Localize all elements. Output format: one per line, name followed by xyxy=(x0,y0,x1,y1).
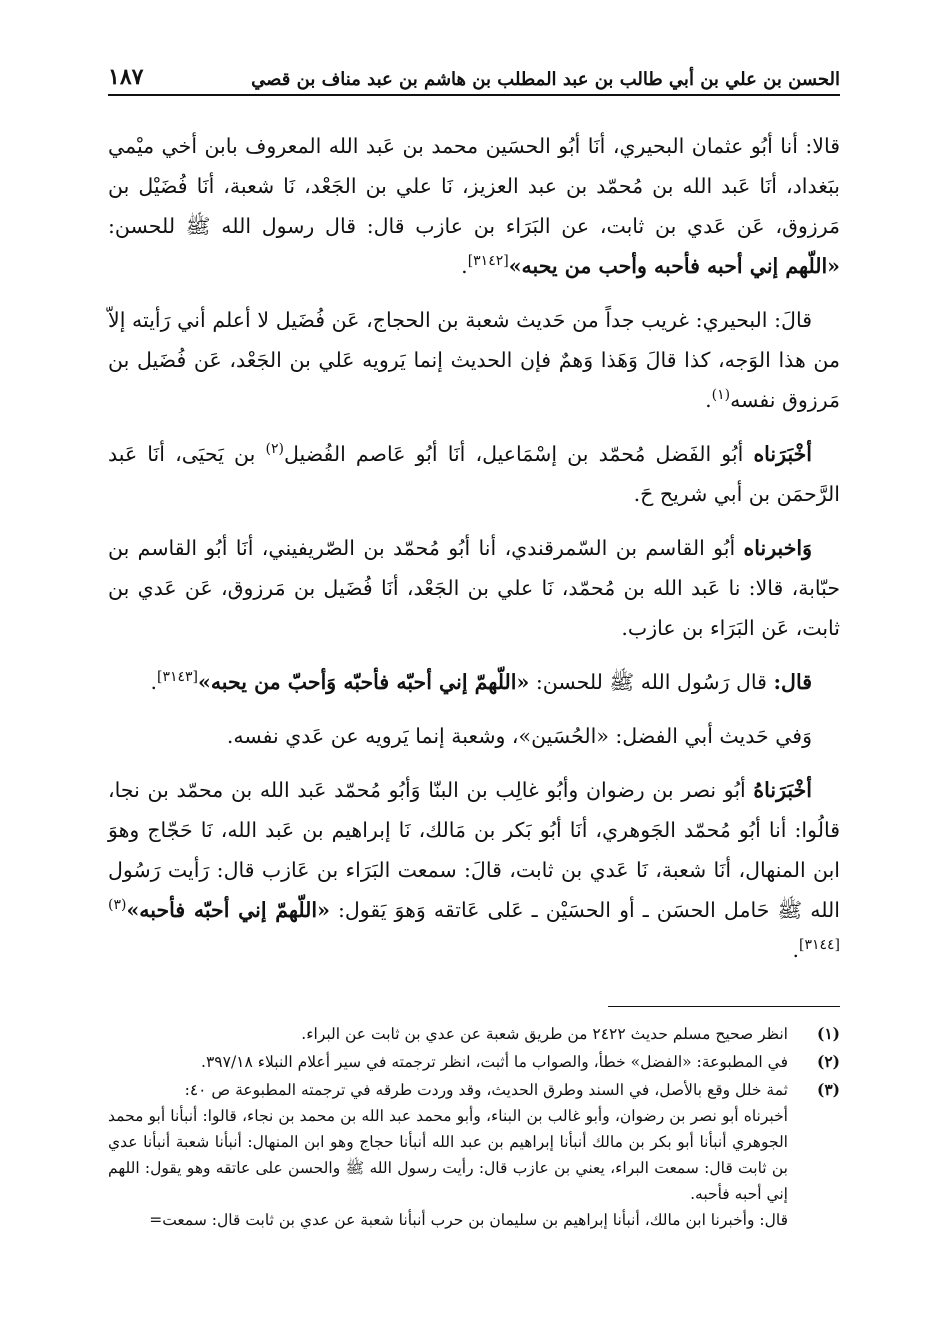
paragraph-lead: أخْبَرَناه xyxy=(753,442,812,466)
paragraph xyxy=(108,528,840,648)
paragraph xyxy=(108,434,840,514)
paragraph xyxy=(108,716,840,756)
document-page xyxy=(108,52,840,1235)
footnote xyxy=(108,1049,840,1075)
footnote-text xyxy=(108,1077,788,1233)
footnote xyxy=(108,1077,840,1233)
paragraph-end: . xyxy=(150,670,157,694)
hadith-quote: «اللّهمّ إني أحبّه فأحبه» xyxy=(126,898,330,922)
paragraph-text: قالَ: البحيري: غريب جداً من حَديث شعبة بن الحجاج، عَن فُضَيل لا أعلم أني رَأيته إلاّ من هذا الوَجه، كذا قالَ وَهَذا وَهمٌ فإن الحديث إنما يَرويه عَلي بن الجَعْد، عَن فُضَيل بن مَرزوق نفسه xyxy=(108,308,840,412)
footnotes xyxy=(108,1021,840,1233)
hadith-quote: «اللّهمّ إني أحبّه فأحبّه وَأحبّ من يحبه» xyxy=(198,670,530,694)
paragraph-text: أبُو الفَضل مُحمّد بن إسْمَاعيل، أنَا أبُو عَاصم الفُضيل xyxy=(283,442,744,466)
paragraph xyxy=(108,662,840,702)
footnote-separator xyxy=(608,1006,840,1007)
running-header-title: الحسن بن علي بن أبي طالب بن عبد المطلب بن هاشم بن عبد مناف بن قصي xyxy=(251,69,840,90)
reference-mark: [٣١٤٢] xyxy=(467,253,509,270)
paragraph-end: . xyxy=(792,938,799,962)
body-text xyxy=(108,126,840,970)
paragraph xyxy=(108,126,840,286)
paragraph xyxy=(108,770,840,970)
footnote-line: قال: وأخبرنا ابن مالك، أنبأنا إبراهيم بن سليمان بن حرب أنبأنا شعبة عن عدي بن ثابت قال: سمعت= xyxy=(149,1211,788,1229)
footnote-number: (٣) xyxy=(816,1080,840,1099)
footnote-line: أخبرناه أبو نصر بن رضوان، وأبو غالب بن البناء، وأبو محمد عبد الله بن محمد بن نجاء، قالوا: أنبأنا أبو محمد الجوهري أنبأنا أبو بكر بن مالك أنبأنا إبراهيم بن عبد الله أنبأنا حجاج وهو ابن المنهال: أنبأنا شعبة أنبأنا عدي بن ثابت قال: سمعت البراء، يعني بن عازب قال: رأيت رسول الله ﷺ والحسن على عاتقه وهو يقول: اللهم إني أحبه فأحبه. xyxy=(108,1107,788,1203)
paragraph xyxy=(108,300,840,420)
footnote-line: ثمة خلل وقع بالأصل، في السند وطرق الحديث، وقد وردت طرقه في ترجمته المطبوعة ص ٤٠: xyxy=(184,1081,788,1099)
paragraph-lead: وَاخبرناه xyxy=(743,536,812,560)
footnote-text xyxy=(108,1021,788,1047)
footnote-line: انظر صحيح مسلم حديث ٢٤٢٢ من طريق شعبة عن عدي بن ثابت عن البراء. xyxy=(301,1025,788,1043)
running-header xyxy=(108,52,840,96)
paragraph-end: . xyxy=(461,254,468,278)
paragraph-lead: قال: xyxy=(773,670,812,694)
paragraph-end: . xyxy=(705,388,712,412)
footnote xyxy=(108,1021,840,1047)
reference-mark: (١) xyxy=(711,387,731,404)
paragraph-text: أبُو نصر بن رضوان وأبُو غالِب بن البنّا وَأبُو مُحمّد عَبد الله بن محمّد بن نجا، قالُوا: أنا أبُو مُحمّد الجَوهري، أنَا أبُو بَكر بن مَالك، نَا إبراهيم بن عَبد الله، نَا حَجّاج وهوَ ابن المنهال، أنَا شعبة، نَا عَدي بن ثابت، قالَ: سمعت البَرَاء بن عَازب قال: رَأيت رَسُول الله ﷺ حَامل الحسَن ـ أو الحسَيْن ـ عَلى عَاتقه وَهوَ يَقول: xyxy=(108,778,840,922)
paragraph-text: قال رَسُول الله ﷺ للحسن: xyxy=(535,670,767,694)
footnote-text xyxy=(108,1049,788,1075)
paragraph-text: أبُو القاسم بن السّمرقندي، أنا أبُو مُحمّد بن الصّريفيني، أنَا أبُو القاسم بن حبّابة، قالا: نا عَبد الله بن مُحمّد، نَا علي بن الجَعْد، أنَا فُضَيل بن مَرزوق، عَن عَدي بن ثابت، عَن البَرَاء بن عازب. xyxy=(108,536,840,640)
paragraph-text: وَفي حَديث أبي الفضل: «الحُسَين»، وشعبة إنما يَرويه عن عَدي نفسه. xyxy=(226,724,812,748)
paragraph-text-cont: بن يَحيَى، أنَا عَبد الرَّحمَن بن أبي شريح حَ. xyxy=(108,442,840,506)
reference-mark: (٢) xyxy=(265,441,284,458)
reference-mark: (٣)[٣١٤٤] xyxy=(108,897,840,954)
footnote-number: (١) xyxy=(816,1024,840,1043)
hadith-quote: «اللّهم إني أحبه فأحبه وأحب من يحبه» xyxy=(508,254,840,278)
reference-mark: [٣١٤٣] xyxy=(156,669,198,686)
paragraph-text: قالا: أنا أبُو عثمان البحيري، أنَا أبُو الحسَين محمد بن عَبد الله المعروف بابن أخي ميْمي ببَغداد، أنَا عَبد الله بن مُحمّد بن عبد العزيز، نَا علي بن الجَعْد، نَا شعبة، أنَا فُضَيْل بن مَرزوق، عَن عَدي بن ثابت، عن البَرَاء بن عازب قال: قال رسول الله ﷺ للحسن: xyxy=(108,134,840,238)
page-number: ١٨٧ xyxy=(108,64,144,90)
footnote-number: (٢) xyxy=(816,1052,840,1071)
footnote-line: في المطبوعة: «الفضل» خطأ، والصواب ما أثبت، انظر ترجمته في سير أعلام النبلاء ٣٩٧/١٨. xyxy=(201,1053,788,1071)
paragraph-lead: أخْبَرَناهُ xyxy=(753,778,812,802)
